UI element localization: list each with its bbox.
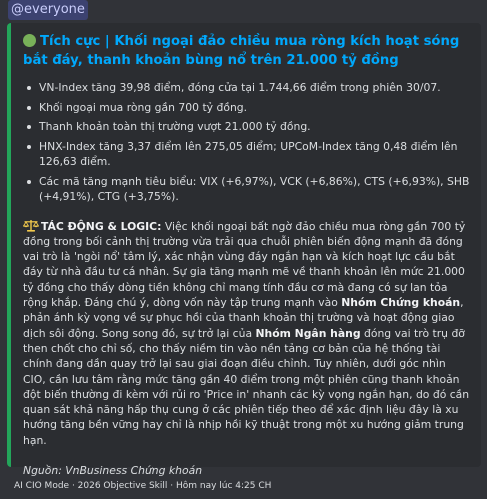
analysis-text: đóng vai trò trụ đỡ then chốt cho chỉ số, cho thấy niềm tin vào nền tảng cơ bản của hệ thống tài chính đang dần quay trở lại sau giai đoạn điều chỉnh. Tuy nhiên, dưới góc nhìn CIO, cần lưu tâm rằng mức tăng gần 40 điểm trong một phiên cũng thanh khoản đột biến thường đi kèm với rủi ro 'Price in' nhanh các kỳ vọng ngắn hạn, do đó cần quan sát khả năng hấp thụ cung ở các phiên tiếp theo để xác định liệu đây là xu hướng tăng bền vững hay chỉ là nhịp hồi kỹ thuật trong một xu hướng giảm trung hạn. bbox=[23, 326, 470, 447]
source-credit: Nguồn: VnBusiness Chứng khoán bbox=[23, 464, 203, 478]
embed-title bbox=[23, 32, 471, 70]
analysis-text: Việc khối ngoại bất ngờ đảo chiều mua ròng gần 700 tỷ đồng trong bối cảnh thị trường vừa trải qua chuỗi phiên biến động mạnh đã đóng vai trò là 'ngòi nổ' tâm lý, xác nhận vùng đáy ngắn hạn và kích hoạt lực cầu bắt đáy từ nhà đầu tư cá nhân. Sự gia tăng mạnh mẽ về thanh khoản lên mức 21.000 tỷ đồng cho thấy dòng tiền không chỉ mang tính đầu cơ mà đang có sự lan tỏa rộng khắp. Đáng chú ý, dòng vốn này tập trung mạnh vào bbox=[23, 219, 466, 310]
news-embed bbox=[7, 23, 481, 478]
impact-analysis bbox=[23, 219, 471, 448]
green-circle-icon bbox=[23, 34, 36, 47]
key-facts-list bbox=[23, 80, 471, 205]
highlight-securities-group: Nhóm Chứng khoán bbox=[341, 296, 461, 310]
highlight-banking-group: Nhóm Ngân hàng bbox=[255, 326, 361, 340]
analysis-text: , phản ánh kỳ vọng về sự phục hồi của thanh khoản thị trường và hoạt động giao dịch sôi động. Song song đó, sự trở lại của bbox=[23, 296, 464, 340]
everyone-mention[interactable]: @everyone bbox=[8, 0, 88, 20]
list-item: VN-Index tăng 39,98 điểm, đóng cửa tại 1.744,66 điểm trong phiên 30/07. bbox=[23, 80, 471, 95]
list-item: HNX-Index tăng 3,37 điểm lên 275,05 điểm; UPCoM-Index tăng 0,48 điểm lên 126,63 điểm. bbox=[23, 139, 471, 170]
analysis-heading: TÁC ĐỘNG & LOGIC: bbox=[41, 219, 162, 233]
embed-footer: AI CIO Mode · 2026 Objective Skill · Hôm nay lúc 4:25 CH bbox=[14, 481, 272, 491]
list-item: Thanh khoản toàn thị trường vượt 21.000 tỷ đồng. bbox=[23, 119, 471, 134]
balance-scale-icon bbox=[23, 219, 39, 232]
embed-title-text: Tích cực | Khối ngoại đảo chiều mua ròng kích hoạt sóng bắt đáy, thanh khoản bùng nổ trên 21.000 tỷ đồng bbox=[23, 34, 460, 68]
list-item: Các mã tăng mạnh tiêu biểu: VIX (+6,97%), VCK (+6,86%), CTS (+6,93%), SHB (+4,91%), CTG (+3,75%). bbox=[23, 174, 471, 205]
list-item: Khối ngoại mua ròng gần 700 tỷ đồng. bbox=[23, 100, 471, 115]
